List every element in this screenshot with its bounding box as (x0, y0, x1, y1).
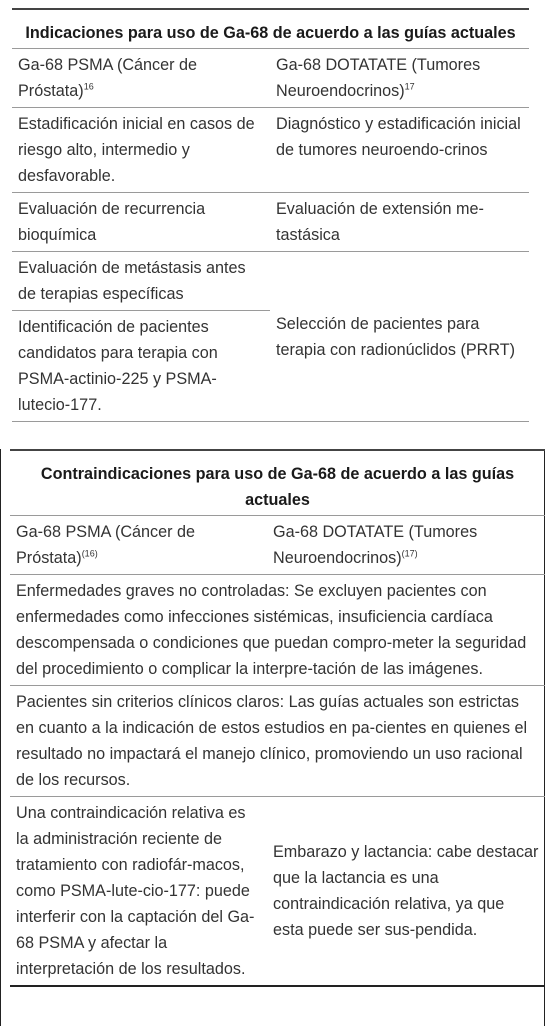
reference-17: 17 (404, 81, 415, 92)
psma-header: Ga-68 PSMA (Cáncer de Próstata)$^{16}$ (12, 49, 270, 108)
reference-16: 16 (83, 81, 94, 92)
indication-dotatate-cell: Selección de pacientes para terapia con radionúclidos (PRRT) (270, 252, 529, 422)
contraindications-title: Contraindicaciones para uso de Ga-68 de acuerdo a las guías actuales (10, 450, 545, 516)
contraindications-table (10, 449, 545, 987)
dotatate-header: Ga-68 DOTATATE (Tumores Neuroendocrinos)$^{(17)}$ (267, 516, 545, 575)
dotatate-header: Ga-68 DOTATATE (Tumores Neuroendocrinos)$^{17}$ (270, 49, 529, 108)
contraindication-shared-cell: Pacientes sin criterios clínicos claros: Las guías actuales son estrictas en cuanto a la indicación de estos estudios en pa-cientes en quienes el resultado no impactará el manejo clínico, promoviendo un uso racional de los recursos. (10, 686, 545, 797)
indications-table (12, 8, 529, 422)
psma-header: Ga-68 PSMA (Cáncer de Próstata)$^{(16)}$ (10, 516, 267, 575)
indications-title: Indicaciones para uso de Ga-68 de acuerdo a las guías actuales (12, 9, 529, 49)
indication-dotatate-cell: Diagnóstico y estadificación inicial de tumores neuroendo-crinos (270, 108, 529, 193)
indication-psma-cell: Evaluación de recurrencia bioquímica (12, 193, 270, 252)
contraindication-shared-cell: Enfermedades graves no controladas: Se excluyen pacientes con enfermedades como infecciones sistémicas, insuficiencia cardíaca descompensada o condiciones que puedan compro-meter la seguridad del procedimiento o complicar la interpre-tación de las imágenes. (10, 575, 545, 686)
indication-psma-cell: Estadificación inicial en casos de riesgo alto, intermedio y desfavorable. (12, 108, 270, 193)
reference-16: (16) (81, 548, 98, 559)
indication-psma-cell: Evaluación de metástasis antes de terapias específicas (12, 252, 270, 311)
contraindication-dotatate-cell: Embarazo y lactancia: cabe destacar que la lactancia es una contraindicación relativa, ya que esta puede ser sus-pendida. (267, 797, 545, 987)
reference-17: (17) (401, 548, 418, 559)
indication-dotatate-cell: Evaluación de extensión me-tastásica (270, 193, 529, 252)
indication-psma-cell: Identificación de pacientes candidatos para terapia con PSMA-actinio-225 y PSMA-lutecio-177. (12, 311, 270, 422)
contraindication-psma-cell: Una contraindicación relativa es la administración reciente de tratamiento con radiofár-macos, como PSMA-lute-cio-177: puede interferir con la captación del Ga-68 PSMA y afectar la interpretación de los resultados. (10, 797, 267, 987)
